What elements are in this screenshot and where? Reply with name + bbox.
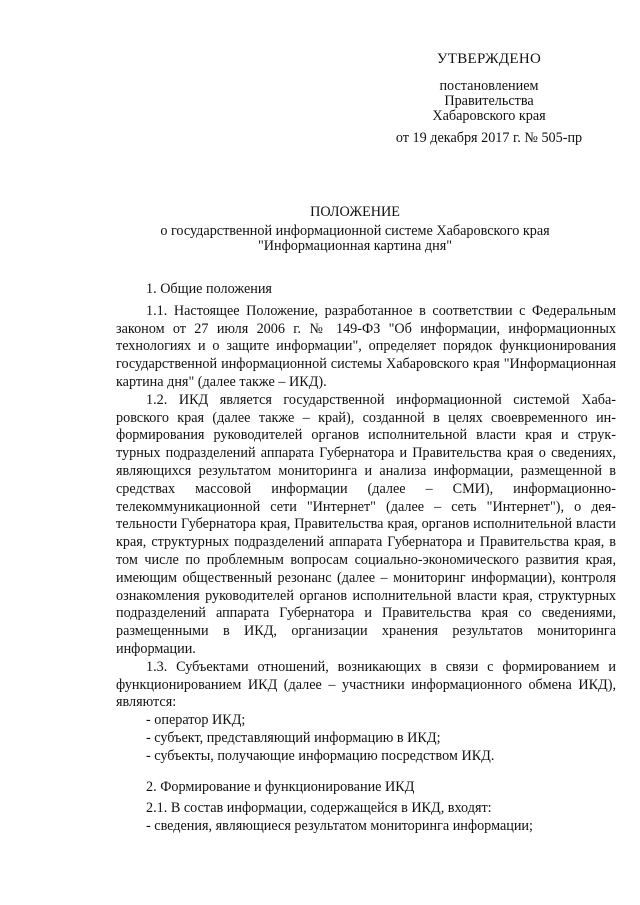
approval-line-2: Правительства: [444, 93, 534, 109]
section-1-heading: 1. Общие положения: [146, 281, 272, 297]
approval-date: от 19 декабря 2017 г. № 505-пр: [395, 130, 583, 146]
paragraph-1-1: 1.1. Настоящее Положение, разработанное в соответствии с Федеральным законом от 27 июля 2006 г. № 149-ФЗ "Об информации, информационных технологиях и о защите информации", определяет порядок функционирования государственной информационной системы Хабаровского края "Информационная картина дня" (далее также – ИКД).: [116, 302, 616, 390]
document-subtitle-1: о государственной информационной системе Хабаровского края: [160, 223, 550, 239]
list-item: - сведения, являющиеся результатом мониторинга информации;: [146, 818, 533, 835]
approval-title: УТВЕРЖДЕНО: [436, 51, 542, 67]
section-2-heading: 2. Формирование и функционирование ИКД: [146, 778, 415, 795]
list-item: - субъект, представляющий информацию в ИКД;: [146, 729, 441, 746]
paragraph-1-3: 1.3. Субъектами отношений, возникающих в связи с формированием и функционированием ИКД (далее – участники информационного обмена ИКД), являются:: [116, 658, 616, 711]
document-body: [116, 281, 616, 836]
list-item: - субъекты, получающие информацию посредством ИКД.: [146, 747, 495, 764]
list-item: - оператор ИКД;: [146, 712, 246, 729]
paragraph-2-1: 2.1. В состав информации, содержащейся в ИКД, входят:: [146, 800, 492, 817]
approval-stamp: [370, 52, 608, 146]
paragraph-1-2: 1.2. ИКД является государственной информационной системой Хабаровского края (далее также – край), созданной в целях своевременного информирования руководителей органов исполнительной власти края и структурных подразделений аппарата Губернатора и Правительства края о сведениях, являющихся результатом мониторинга и анализа информации, размещенной в средствах массовой информации (далее – СМИ), информационно-телекоммуникационной сети "Интернет" (далее – сеть "Интернет"), о деятельности Губернатора края, Правительства края, органов исполнительной власти края, структурных подразделений аппарата Губернатора и Правительства края, в том числе по проблемным вопросам социально-экономического развития края, имеющим общественный резонанс (далее – мониторинг информации), контроля ознакомления руководителей органов исполнительной власти края, структурных подразделений аппарата Губернатора и Правительства края со сведениями, размещенными в ИКД, организации хранения результатов мониторинга информации.: [116, 391, 616, 657]
document-header: [95, 205, 615, 254]
document-subtitle-2: "Информационная картина дня": [257, 238, 453, 254]
approval-line-1: постановлением: [439, 78, 539, 94]
approval-line-3: Хабаровского края: [432, 108, 546, 124]
document-title: ПОЛОЖЕНИЕ: [310, 204, 400, 220]
